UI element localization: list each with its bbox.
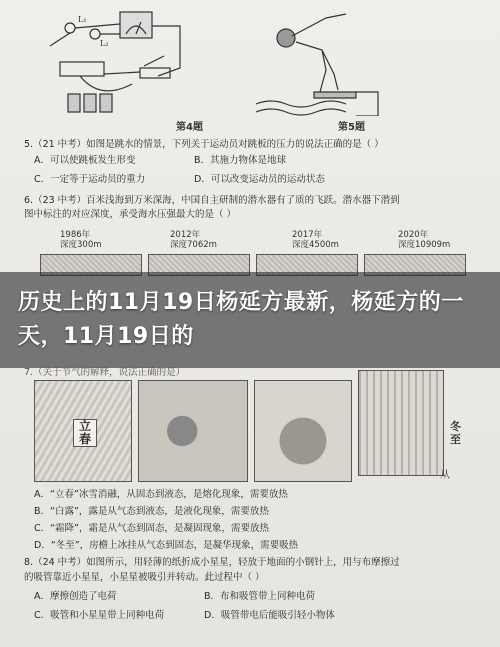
- figure4-caption: 第4题: [176, 122, 203, 133]
- question8-stem-line2: 的吸管靠近小星星，小星星被吸引并转动。此过程中（ ）: [24, 572, 265, 583]
- depth-label-2020: 2020年 深度10909m: [398, 230, 451, 250]
- question8-stem-line1: 8.（24 中考）如图所示，用轻薄的纸折成小星星，轻放于地面的小钢针上，用与布摩擦过: [24, 557, 400, 568]
- solar-term-label-a: 立春: [73, 419, 97, 447]
- question8-option-a: A．摩擦创造了电荷: [34, 591, 117, 602]
- solar-term-art-d: [358, 370, 444, 476]
- question5-option-d: D．可以改变运动员的运动状态: [194, 174, 325, 185]
- bulb-l1-label: L₁: [78, 15, 87, 24]
- question7-option-d: D．“冬至”，房檐上冰挂从气态到固态，是凝华现象，需要吸热: [34, 540, 299, 551]
- question8-option-d: D．吸管带电后能吸引轻小物体: [204, 610, 335, 621]
- solar-term-side-label: 从: [440, 470, 450, 481]
- question5-option-a: A．可以使跳板发生形变: [34, 155, 136, 166]
- circuit-diagram: [40, 6, 200, 124]
- question6-stem-line2: 图中标注的对应深度，承受海水压强最大的是（ ）: [24, 209, 237, 220]
- solar-term-label-d: 冬至: [450, 420, 461, 446]
- banner-title[interactable]: 历史上的11月19日杨延方最新，杨延方的一天，11月19日的: [18, 290, 464, 349]
- question5-option-b: B．其施力物体是地球: [194, 155, 287, 166]
- question7-stem: 7.（关于节气的解释，说法正确的是）: [24, 367, 186, 378]
- question8-option-c: C．吸管和小星星带上同种电荷: [34, 610, 165, 621]
- question5-stem: 5.（21 中考）如图是跳水的情景，下列关于运动员对跳板的压力的说法正确的是（ ）: [24, 139, 384, 150]
- question5-option-c: C．一定等于运动员的重力: [34, 174, 146, 185]
- depth-label-1986: 1986年 深度300m: [60, 230, 102, 250]
- depth-label-2012: 2012年 深度7062m: [170, 230, 217, 250]
- depth-label-2017: 2017年 深度4500m: [292, 230, 339, 250]
- question8-option-b: B．布和吸管带上同种电荷: [204, 591, 316, 602]
- question6-stem-line1: 6.（23 中考）百米浅海到万米深海，中国自主研制的潜水器有了质的飞跃。潜水器下潜到: [24, 195, 400, 206]
- question7-option-a: A．“立春”冰雪消融，从固态到液态，是熔化现象，需要放热: [34, 489, 288, 500]
- diving-illustration: [256, 8, 386, 116]
- solar-term-art-a: [34, 380, 132, 482]
- bulb-l2-label: L₂: [100, 39, 109, 48]
- figure5-caption: 第5题: [338, 122, 365, 133]
- question7-option-b: B．“白露”，露是从气态到液态，是液化现象，需要放热: [34, 506, 269, 517]
- solar-term-art-c: [254, 380, 352, 482]
- question7-option-c: C．“霜降”，霜是从气态到固态，是凝固现象，需要放热: [34, 523, 269, 534]
- solar-term-art-b: [138, 380, 248, 482]
